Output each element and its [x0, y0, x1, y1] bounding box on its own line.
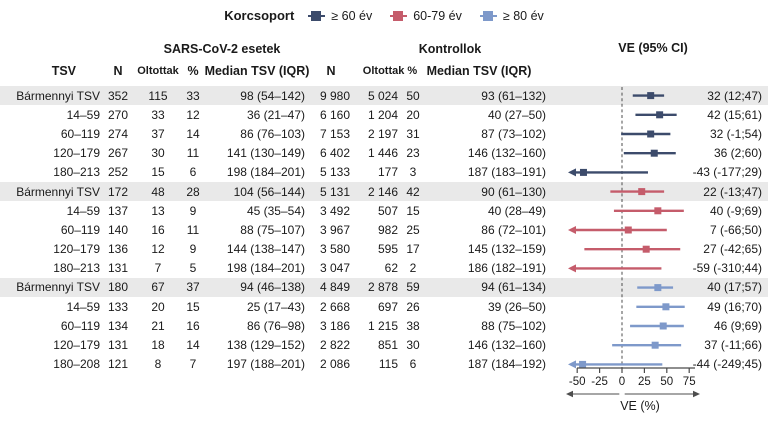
cell-controls-n: 2 086: [319, 357, 350, 372]
cell-plot-spacer: [546, 220, 698, 239]
cell-controls-n: 3 967: [319, 222, 350, 237]
cell-tsv: 120–179: [53, 146, 100, 161]
cell-cases-pct: 15: [186, 299, 200, 314]
cell-controls-median: 146 (132–160): [467, 338, 546, 353]
cell-cases-pct: 9: [189, 242, 197, 257]
cell-ve-label: 37 (-11;66): [704, 338, 762, 353]
cell-controls-vaccinated: 595: [377, 242, 398, 257]
cell-cases-vaccinated: 8: [154, 357, 162, 372]
cell-cases-median: 144 (138–147): [226, 242, 305, 257]
cell-controls-n: 6 160: [319, 107, 350, 122]
cell-controls-pct: 42: [406, 184, 420, 199]
cell-controls-pct: 23: [406, 146, 420, 161]
cell-controls-n: 5 131: [319, 184, 350, 199]
cell-cases-n: 134: [107, 318, 129, 333]
table-row: [0, 335, 768, 354]
cell-plot-spacer: [546, 105, 698, 124]
table-row: [0, 124, 768, 143]
cell-controls-pct: 30: [406, 338, 420, 353]
cell-controls-pct: 31: [406, 126, 420, 141]
cell-tsv: 180–213: [53, 261, 100, 276]
cell-controls-n: 5 133: [319, 165, 350, 180]
cell-cases-n: 133: [107, 299, 129, 314]
cell-cases-median: 198 (184–201): [226, 261, 305, 276]
legend-key-icon: [308, 11, 325, 21]
cell-cases-n: 137: [107, 203, 129, 218]
cell-plot-spacer: [546, 297, 698, 316]
legend-item: [480, 9, 544, 23]
cell-controls-n: 3 580: [319, 242, 350, 257]
cell-cases-vaccinated: 13: [151, 203, 165, 218]
cell-controls-pct: 25: [406, 222, 420, 237]
cell-ve-label: 49 (16;70): [707, 299, 762, 314]
cell-controls-median: 146 (132–160): [467, 146, 546, 161]
cell-cases-vaccinated: 18: [151, 338, 165, 353]
cell-ve-label: 27 (-42;65): [703, 242, 762, 257]
cell-controls-n: 4 849: [319, 280, 350, 295]
cell-controls-median: 39 (26–50): [487, 299, 546, 314]
cell-controls-n: 3 492: [319, 203, 350, 218]
cell-controls-median: 90 (61–130): [481, 184, 546, 199]
col-header-cases-median: Median TSV (IQR): [204, 64, 310, 78]
cell-cases-n: 274: [107, 126, 129, 141]
legend-item-label: ≥ 80 év: [502, 8, 544, 23]
table-row: [0, 182, 768, 201]
cell-plot-spacer: [546, 278, 698, 297]
table-row: [0, 163, 768, 182]
cell-cases-pct: 14: [186, 338, 200, 353]
col-header-tsv: TSV: [51, 64, 76, 78]
cell-cases-median: 86 (76–98): [246, 318, 305, 333]
cell-plot-spacer: [546, 86, 698, 105]
cell-tsv: 180–213: [53, 165, 100, 180]
ve-group-header: VE (95% CI): [618, 41, 688, 55]
cell-cases-n: 270: [107, 107, 129, 122]
cell-cases-median: 98 (54–142): [240, 88, 305, 103]
cell-ve-label: -59 (-310;44): [692, 261, 762, 276]
svg-text:-50: -50: [568, 376, 586, 388]
cell-controls-pct: 3: [409, 165, 417, 180]
cell-ve-label: 32 (-1;54): [709, 126, 762, 141]
legend-title: Korcsoport: [224, 8, 295, 23]
table-row: [0, 144, 768, 163]
cell-tsv: 60–119: [60, 126, 100, 141]
column-headers: [0, 61, 768, 81]
cell-ve-label: 42 (15;61): [707, 107, 762, 122]
cell-controls-pct: 26: [406, 299, 420, 314]
cell-cases-median: 197 (188–201): [226, 357, 305, 372]
cell-tsv: 60–119: [60, 222, 100, 237]
cell-plot-spacer: [546, 335, 698, 354]
table-row: [0, 201, 768, 220]
col-header-controls-vaccinated-pct: Oltottak %: [362, 65, 418, 77]
cell-plot-spacer: [546, 182, 698, 201]
cell-controls-vaccinated: 1 446: [367, 146, 398, 161]
cell-controls-median: 187 (183–191): [467, 165, 546, 180]
cell-cases-n: 131: [107, 338, 129, 353]
legend-key-icon: [390, 11, 407, 21]
cell-controls-median: 145 (132–159): [467, 242, 546, 257]
cell-controls-median: 40 (27–50): [487, 107, 546, 122]
cell-plot-spacer: [546, 316, 698, 335]
cell-cases-n: 121: [107, 357, 129, 372]
cell-controls-vaccinated: 1 215: [367, 318, 398, 333]
cell-plot-spacer: [546, 144, 698, 163]
cell-cases-n: 267: [107, 146, 129, 161]
cell-cases-pct: 33: [186, 88, 200, 103]
cell-cases-pct: 7: [189, 357, 197, 372]
cell-ve-label: -44 (-249;45): [692, 357, 762, 372]
cell-ve-label: -43 (-177;29): [692, 165, 762, 180]
cell-controls-vaccinated: 177: [377, 165, 398, 180]
cell-plot-spacer: [546, 355, 698, 374]
cell-controls-vaccinated: 62: [384, 261, 398, 276]
cell-cases-vaccinated: 15: [151, 165, 165, 180]
cell-cases-pct: 14: [186, 126, 200, 141]
cell-controls-pct: 6: [409, 357, 417, 372]
cell-plot-spacer: [546, 240, 698, 259]
cell-cases-pct: 28: [186, 184, 200, 199]
col-header-cases-pct: %: [187, 64, 199, 78]
cell-controls-vaccinated: 115: [378, 357, 398, 372]
cell-cases-pct: 9: [189, 203, 197, 218]
svg-text:VE (%): VE (%): [620, 399, 660, 413]
svg-text:50: 50: [660, 376, 674, 388]
cell-controls-vaccinated: 851: [377, 338, 398, 353]
cell-cases-n: 180: [107, 280, 129, 295]
table-row: [0, 297, 768, 316]
cell-controls-median: 86 (72–101): [481, 222, 546, 237]
cell-controls-median: 88 (75–102): [481, 318, 546, 333]
cell-controls-n: 6 402: [319, 146, 350, 161]
cell-cases-vaccinated: 48: [151, 184, 165, 199]
cell-cases-pct: 37: [186, 280, 200, 295]
cell-cases-vaccinated: 16: [151, 222, 165, 237]
cell-tsv: 14–59: [66, 299, 100, 314]
col-header-controls-median: Median TSV (IQR): [426, 64, 532, 78]
cell-cases-median: 45 (35–54): [246, 203, 305, 218]
svg-text:-25: -25: [591, 376, 608, 388]
cell-plot-spacer: [546, 201, 698, 220]
cell-controls-n: 7 153: [319, 126, 350, 141]
cell-tsv: Bármennyi TSV: [16, 184, 100, 199]
cell-cases-vaccinated: 12: [151, 242, 165, 257]
cell-controls-pct: 59: [406, 280, 420, 295]
cell-cases-vaccinated: 33: [151, 107, 165, 122]
cell-controls-n: 3 047: [319, 261, 350, 276]
cell-controls-median: 93 (61–132): [481, 88, 546, 103]
cell-cases-pct: 11: [186, 222, 200, 237]
legend-item: [308, 9, 372, 23]
cell-cases-n: 140: [107, 222, 129, 237]
cell-controls-pct: 50: [406, 88, 420, 103]
cell-ve-label: 40 (-9;69): [709, 203, 762, 218]
cell-cases-n: 352: [107, 88, 129, 103]
cell-cases-median: 86 (76–103): [240, 126, 305, 141]
cell-tsv: 180–208: [53, 357, 100, 372]
cell-controls-vaccinated: 5 024: [367, 88, 398, 103]
cell-cases-vaccinated: 21: [151, 318, 165, 333]
cell-controls-n: 3 186: [319, 318, 350, 333]
legend-item-label: ≥ 60 év: [331, 8, 373, 23]
cases-group-header: SARS-CoV-2 esetek: [163, 42, 281, 56]
cell-controls-n: 2 668: [319, 299, 350, 314]
col-header-cases-vaccinated: Oltottak: [137, 65, 179, 77]
cell-cases-n: 131: [107, 261, 129, 276]
svg-text:75: 75: [682, 376, 696, 388]
cell-plot-spacer: [546, 163, 698, 182]
cell-plot-spacer: [546, 124, 698, 143]
table-row: [0, 240, 768, 259]
cell-controls-vaccinated: 507: [377, 203, 398, 218]
cell-ve-label: 22 (-13;47): [703, 184, 762, 199]
table-row: [0, 220, 768, 239]
cell-controls-n: 2 822: [319, 338, 350, 353]
table-row: [0, 278, 768, 297]
table-row: [0, 316, 768, 335]
table-row: [0, 355, 768, 374]
cell-cases-pct: 16: [186, 318, 200, 333]
cell-controls-pct: 17: [406, 242, 420, 257]
cell-cases-pct: 6: [189, 165, 197, 180]
cell-tsv: 120–179: [53, 242, 100, 257]
cell-plot-spacer: [546, 259, 698, 278]
cell-controls-vaccinated: 697: [377, 299, 398, 314]
table-row: [0, 86, 768, 105]
cell-controls-median: 87 (73–102): [481, 126, 546, 141]
cell-cases-vaccinated: 37: [151, 126, 165, 141]
cell-cases-median: 138 (129–152): [226, 338, 305, 353]
col-header-controls-n: N: [326, 64, 336, 78]
cell-controls-vaccinated: 2 197: [367, 126, 398, 141]
cell-tsv: 60–119: [60, 318, 100, 333]
cell-controls-median: 94 (61–134): [481, 280, 546, 295]
legend-items: [308, 9, 544, 23]
cell-cases-pct: 5: [189, 261, 197, 276]
cell-cases-pct: 11: [186, 146, 200, 161]
cell-tsv: Bármennyi TSV: [16, 280, 100, 295]
cell-tsv: Bármennyi TSV: [16, 88, 100, 103]
cell-ve-label: 36 (2;60): [713, 146, 762, 161]
legend-item: [390, 9, 462, 23]
cell-controls-vaccinated: 2 146: [367, 184, 398, 199]
cell-cases-median: 36 (21–47): [246, 107, 305, 122]
cell-cases-n: 252: [107, 165, 129, 180]
col-header-cases-n: N: [113, 64, 123, 78]
cell-cases-n: 172: [107, 184, 129, 199]
cell-controls-pct: 38: [406, 318, 420, 333]
cell-cases-n: 136: [107, 242, 129, 257]
cell-cases-vaccinated: 30: [151, 146, 165, 161]
cell-controls-median: 187 (184–192): [467, 357, 546, 372]
table-row: [0, 259, 768, 278]
cell-ve-label: 7 (-66;50): [709, 222, 762, 237]
cell-ve-label: 32 (12;47): [707, 88, 762, 103]
cell-cases-median: 88 (75–107): [240, 222, 305, 237]
cell-controls-vaccinated: 982: [377, 222, 398, 237]
legend: [0, 8, 768, 23]
cell-controls-pct: 15: [406, 203, 420, 218]
cell-ve-label: 40 (17;57): [707, 280, 762, 295]
table-rows: [0, 86, 768, 374]
cell-cases-vaccinated: 20: [151, 299, 165, 314]
cell-cases-median: 198 (184–201): [226, 165, 305, 180]
cell-tsv: 14–59: [66, 107, 100, 122]
cell-cases-pct: 12: [186, 107, 200, 122]
cell-cases-vaccinated: 67: [151, 280, 165, 295]
cell-cases-vaccinated: 115: [148, 88, 168, 103]
cell-controls-median: 40 (28–49): [487, 203, 546, 218]
svg-text:0: 0: [618, 376, 626, 388]
legend-item-label: 60-79 év: [413, 8, 462, 23]
cell-cases-median: 104 (56–144): [233, 184, 305, 199]
cell-controls-n: 9 980: [319, 88, 350, 103]
cell-tsv: 14–59: [66, 203, 100, 218]
controls-group-header: Kontrollok: [418, 42, 482, 56]
cell-ve-label: 46 (9;69): [713, 318, 762, 333]
cell-controls-pct: 20: [406, 107, 420, 122]
cell-cases-median: 94 (46–138): [240, 280, 305, 295]
cell-controls-vaccinated: 2 878: [367, 280, 398, 295]
svg-text:25: 25: [638, 376, 651, 388]
cell-tsv: 120–179: [53, 338, 100, 353]
cell-controls-median: 186 (182–191): [467, 261, 546, 276]
legend-key-icon: [480, 11, 497, 21]
cell-controls-pct: 2: [409, 261, 417, 276]
table-row: [0, 105, 768, 124]
cell-cases-median: 141 (130–149): [226, 146, 305, 161]
cell-cases-vaccinated: 7: [154, 261, 162, 276]
cell-controls-vaccinated: 1 204: [367, 107, 398, 122]
cell-cases-median: 25 (17–43): [246, 299, 305, 314]
